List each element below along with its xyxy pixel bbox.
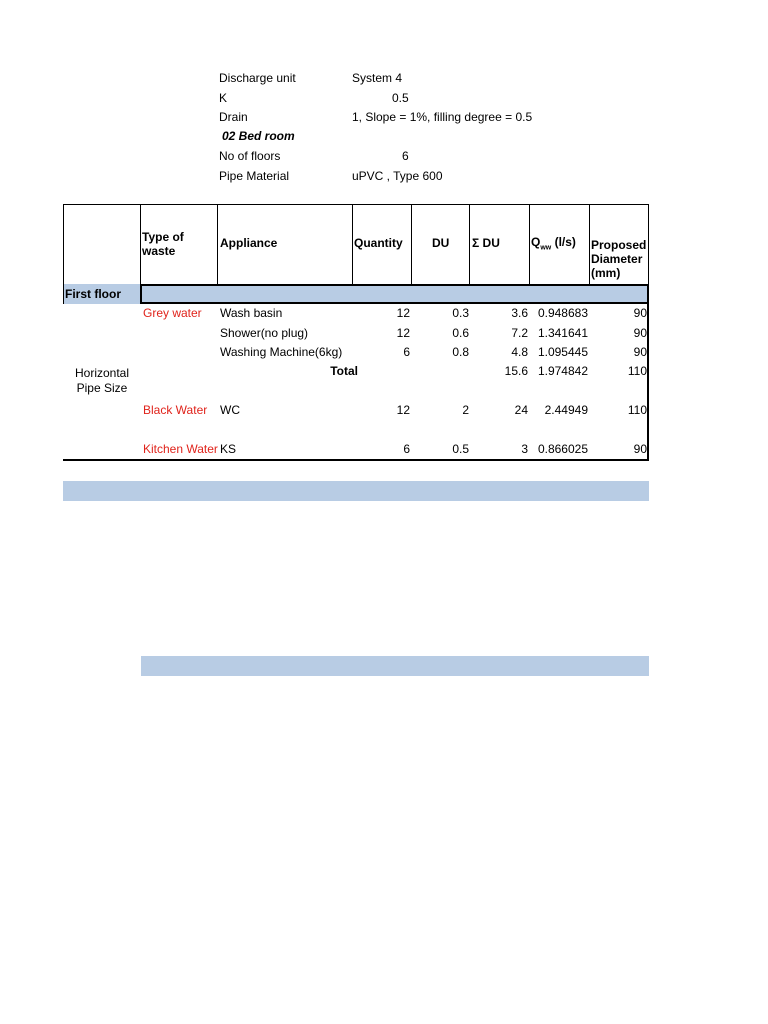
waste-type-cell: Kitchen Water (143, 442, 218, 456)
diameter-cell: 110 (627, 364, 647, 378)
du-cell: 0.8 (452, 345, 469, 359)
sum-du-cell: 3 (521, 442, 528, 456)
room-label: 02 Bed room (222, 129, 295, 143)
diameter-cell: 110 (627, 403, 647, 417)
section-band-border (140, 284, 142, 304)
quantity-cell: 12 (396, 306, 410, 320)
diameter-cell: 90 (633, 442, 647, 456)
highlight-band (141, 656, 649, 676)
header-qww-main: Q (531, 235, 541, 249)
highlight-band (63, 481, 649, 501)
param-label-pipe-material: Pipe Material (219, 169, 290, 183)
header-quantity: Quantity (354, 236, 403, 250)
quantity-cell: 6 (403, 345, 410, 359)
section-band-border (63, 284, 64, 304)
qww-cell: 2.44949 (544, 403, 588, 417)
header-type-of-waste: Type of waste (142, 230, 184, 258)
section-band-fill (63, 284, 649, 304)
param-value-pipe-material: uPVC , Type 600 (352, 169, 443, 183)
section-band-border (647, 284, 649, 304)
appliance-cell: WC (220, 403, 240, 417)
param-label-drain: Drain (219, 110, 248, 124)
qww-cell: 1.341641 (537, 326, 588, 340)
param-value-floors: 6 (402, 149, 409, 163)
header-divider (140, 204, 141, 284)
diameter-cell: 90 (633, 326, 647, 340)
header-qww-sub: ww (540, 244, 552, 252)
header-qww-unit: (l/s) (551, 235, 576, 249)
header-divider (63, 204, 64, 284)
section-band-border (140, 302, 649, 304)
qww-cell: 0.948683 (537, 306, 588, 320)
table-right-border (647, 304, 649, 461)
param-label-floors: No of floors (219, 149, 281, 163)
qww-cell: 1.974842 (537, 364, 588, 378)
du-cell: 2 (462, 403, 469, 417)
sum-du-cell: 4.8 (511, 345, 528, 359)
appliance-cell: KS (220, 442, 237, 456)
qww-cell: 0.866025 (537, 442, 588, 456)
section-band-border (140, 284, 649, 286)
header-divider (469, 204, 470, 284)
appliance-cell: Shower(no plug) (220, 326, 309, 340)
du-cell: 0.3 (452, 306, 469, 320)
sum-du-cell: 15.6 (504, 364, 528, 378)
table-bottom-border (63, 459, 649, 461)
param-label-discharge-unit: Discharge unit (219, 71, 296, 85)
sum-du-cell: 3.6 (511, 306, 528, 320)
header-qww (531, 235, 576, 251)
quantity-cell: 12 (396, 403, 410, 417)
waste-type-cell: Black Water (143, 403, 208, 417)
header-divider (589, 204, 590, 284)
appliance-cell: Wash basin (220, 306, 283, 320)
appliance-cell: Washing Machine(6kg) (220, 345, 343, 359)
section-label: First floor (65, 287, 121, 301)
header-divider (411, 204, 412, 284)
qww-cell: 1.095445 (537, 345, 588, 359)
header-top-border (63, 204, 649, 205)
du-cell: 0.5 (452, 442, 469, 456)
header-divider (217, 204, 218, 284)
header-divider (352, 204, 353, 284)
header-du: DU (432, 236, 450, 250)
param-value-discharge-unit: System 4 (352, 71, 403, 85)
param-value-k: 0.5 (392, 91, 409, 105)
header-appliance: Appliance (220, 236, 278, 250)
header-proposed-diameter: Proposed Diameter (mm) (591, 238, 647, 280)
quantity-cell: 6 (403, 442, 410, 456)
diameter-cell: 90 (633, 345, 647, 359)
du-cell: 0.6 (452, 326, 469, 340)
diameter-cell: 90 (633, 306, 647, 320)
waste-type-cell: Grey water (143, 306, 202, 320)
quantity-cell: 12 (396, 326, 410, 340)
total-label: Total (330, 364, 358, 378)
row-group-label: Horizontal Pipe Size (74, 366, 130, 395)
param-label-k: K (219, 91, 228, 105)
sum-du-cell: 24 (514, 403, 528, 417)
header-sum-du: Σ DU (472, 236, 500, 250)
sum-du-cell: 7.2 (511, 326, 528, 340)
header-divider (529, 204, 530, 284)
param-value-drain: 1, Slope = 1%, filling degree = 0.5 (352, 110, 533, 124)
